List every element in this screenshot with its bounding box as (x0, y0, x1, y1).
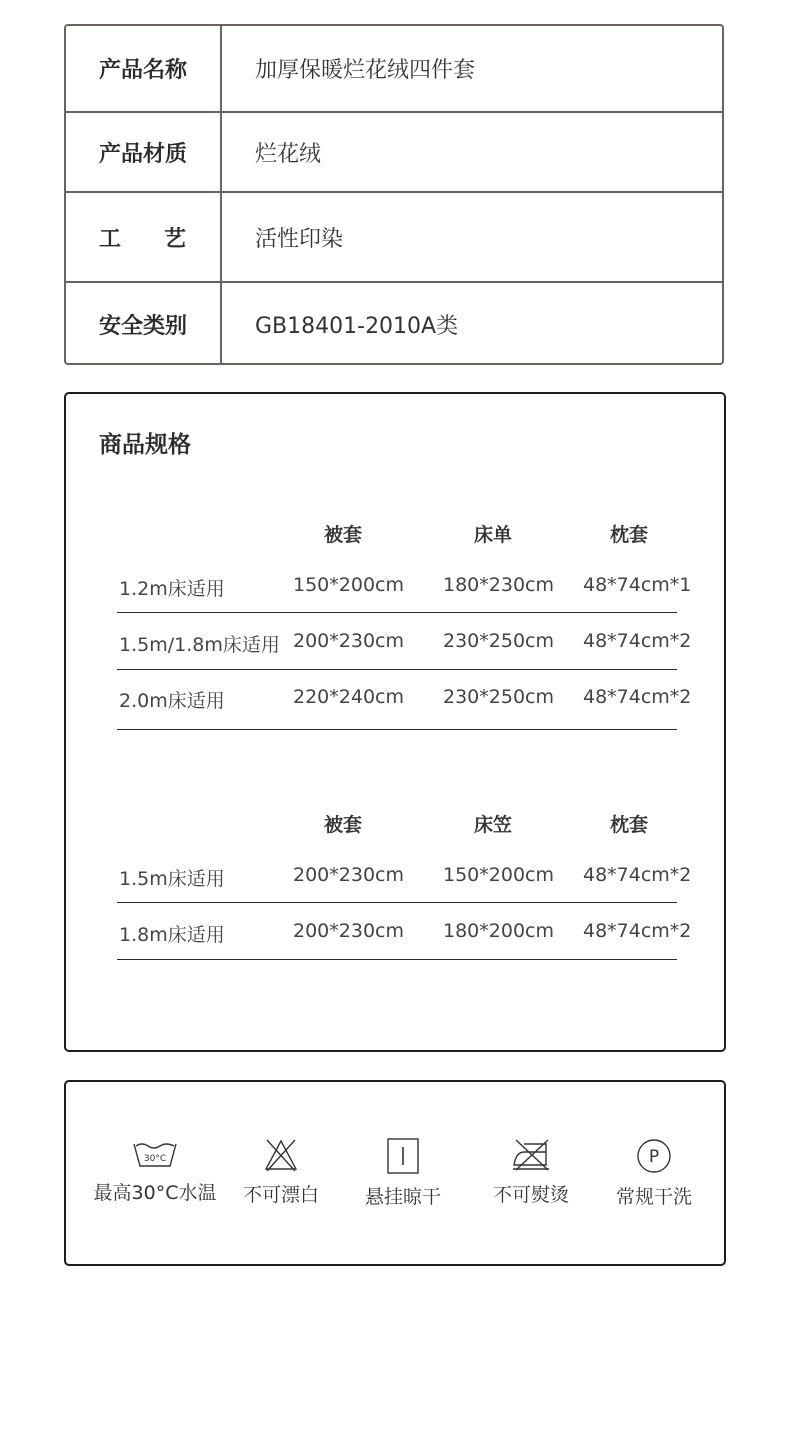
care-label: 悬挂晾干 (364, 1186, 441, 1208)
care-label: 不可漂白 (242, 1184, 319, 1206)
info-row-name (66, 26, 722, 111)
table2-header-duvet: 被套 (323, 814, 363, 836)
info-row-material (66, 111, 722, 191)
dry-clean-p-icon (636, 1138, 672, 1174)
info-label: 安全类别 (66, 283, 222, 365)
care-item-iron (461, 1138, 601, 1207)
wash-temp-text: 30°C (143, 1154, 167, 1164)
table-cell: 220*240cm (293, 686, 404, 708)
table1-header-duvet: 被套 (323, 524, 363, 546)
info-label-part: 工 (99, 226, 122, 252)
info-row-craft (66, 191, 722, 281)
no-bleach-icon (263, 1138, 299, 1172)
care-item-wash (85, 1138, 225, 1205)
info-label-part: 艺 (163, 226, 186, 252)
info-value: 烂花绒 (255, 141, 322, 167)
table-cell: 230*250cm (443, 686, 554, 708)
care-item-dry-clean (584, 1138, 724, 1209)
care-item-bleach (211, 1138, 351, 1207)
info-label: 产品材质 (66, 113, 222, 191)
info-label: 产品名称 (66, 26, 222, 111)
table-cell: 48*74cm*2 (583, 864, 692, 886)
spec-box (64, 392, 726, 1052)
table1-header-pillow: 枕套 (609, 524, 649, 546)
table-cell: 180*200cm (443, 920, 554, 942)
table-cell: 150*200cm (443, 864, 554, 886)
table-cell: 48*74cm*2 (583, 920, 692, 942)
table-cell: 200*230cm (293, 864, 404, 886)
table-cell: 230*250cm (443, 630, 554, 652)
table-cell: 1.5m/1.8m床适用 (119, 634, 280, 656)
row-divider (117, 902, 677, 903)
table2-header-fitted: 床笠 (473, 814, 513, 836)
dry-clean-letter: P (648, 1147, 660, 1167)
table-cell: 1.2m床适用 (119, 578, 225, 600)
row-divider (117, 669, 677, 670)
table1-header-sheet: 床单 (473, 524, 513, 546)
table-cell: 1.8m床适用 (119, 924, 225, 946)
care-item-hang-dry (333, 1138, 473, 1209)
care-label: 不可熨烫 (492, 1184, 569, 1206)
info-value: GB18401-2010A类 (255, 313, 459, 339)
table-cell: 200*230cm (293, 630, 404, 652)
table-cell: 180*230cm (443, 574, 554, 596)
care-label: 常规干洗 (615, 1186, 692, 1208)
table-cell: 48*74cm*2 (583, 630, 692, 652)
table2-header-pillow: 枕套 (609, 814, 649, 836)
wash-30-icon (132, 1138, 178, 1170)
table-cell: 1.5m床适用 (119, 868, 225, 890)
table-cell: 48*74cm*1 (583, 574, 692, 596)
hang-dry-icon (386, 1138, 420, 1174)
care-box (64, 1080, 726, 1266)
info-label (66, 193, 222, 281)
spec-title: 商品规格 (99, 432, 191, 458)
table-cell: 200*230cm (293, 920, 404, 942)
row-divider (117, 959, 677, 960)
info-value: 活性印染 (255, 226, 344, 252)
table-cell: 48*74cm*2 (583, 686, 692, 708)
info-value: 加厚保暖烂花绒四件套 (255, 58, 476, 83)
care-label: 最高30°C水温 (93, 1182, 217, 1204)
row-divider (117, 612, 677, 613)
info-row-safety (66, 281, 722, 365)
table-cell: 2.0m床适用 (119, 690, 225, 712)
product-info-table (64, 24, 724, 365)
table-cell: 150*200cm (293, 574, 404, 596)
row-divider (117, 729, 677, 730)
no-iron-icon (510, 1138, 552, 1172)
